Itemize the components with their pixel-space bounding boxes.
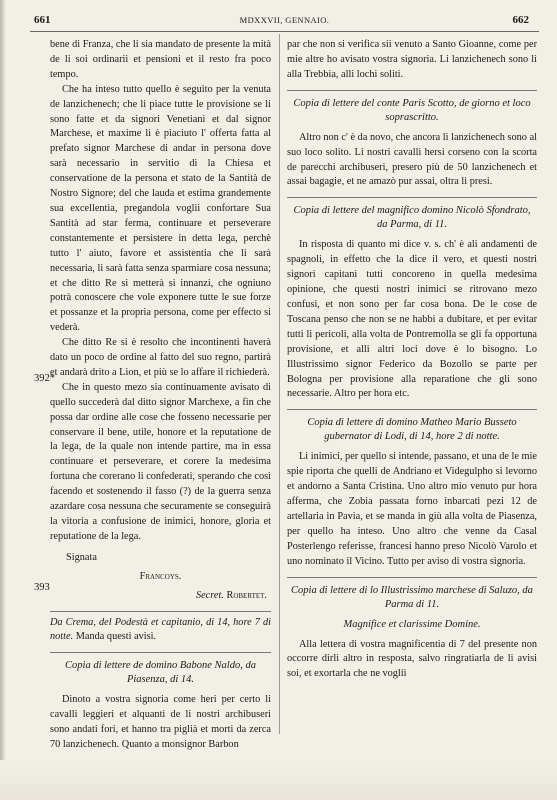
- entry-393-dateline: Da Crema, del Podestà et capitanio, di 14, hore 7 di notte.: [50, 616, 271, 643]
- section-rule-1: [50, 611, 271, 612]
- letter-heading-naldo: Copia di lettere de domino Babone Naldo, da Piasenza, di 14.: [65, 660, 256, 686]
- secret-label: Secret.: [195, 589, 224, 601]
- header-rule: [30, 31, 539, 32]
- right-paragraph-5: Alla lettera di vostra magnificentia di 7 del presente non occorre dirli altro in resposta, salvo ringratiarla de li avisi soi, et exortarla che ne voglii: [287, 638, 537, 680]
- letter-heading-sfondrato: Copia di lettere del magnifico domino Nicolò Sfondrato, da Parma, di 11.: [293, 205, 531, 231]
- running-title: MDXXVII, GENNAIO.: [239, 15, 330, 25]
- left-column: [50, 38, 271, 753]
- letter-heading-busseto: Copia di lettere di domino Matheo Mario Busseto gubernator di Lodi, di 14, hore 2 di notte.: [307, 417, 517, 443]
- section-rule-5: [287, 409, 537, 410]
- salutation: Magnifice et clarissime Domine.: [343, 618, 481, 630]
- letter-heading-scotto: Copia di lettere del conte Paris Scotto, de giorno et loco soprascritto.: [293, 97, 531, 123]
- page-number-left: 661: [34, 14, 51, 26]
- right-paragraph-4: Li inimici, per quello si intende, passano, et una de le mie spie riporta che quelli de Andriano et Videgulpho si levorno et andorno a Santa Cristina. Uno altro mio venuto pur hora afferma, che Zobia passata forno inbarcati pezi 12 de artellaria in Pavia, et se manda in giù alla volta de Piasenza, per quello ha inteso. Uno altro che venne da Casal Posterlengo referisse, francesi hanno preso Nicolò Varolo et uno nominato il Vicino. Tutto per aviso di vostra signoria.: [287, 451, 537, 567]
- margin-number-393: 393: [34, 582, 50, 593]
- entry-393-text: Manda questi avisi.: [75, 631, 157, 643]
- secretary-name: Robertet.: [226, 589, 267, 601]
- margin-number-392: 392*: [34, 373, 55, 384]
- letter-heading-saluzo: Copia di lettere di lo Illustrissimo marchese di Saluzo, da Parma di 11.: [291, 584, 533, 610]
- page-bottom-margin: [0, 760, 557, 800]
- page-header: [30, 14, 539, 30]
- page-spine-shadow: [0, 0, 6, 800]
- right-paragraph-2: Altro non c' è da novo, che ancora li lanzichenech sono al suo loco solito. Li nostri cavalli hersi corseno con la scorta de parecchi archibuseri, presero più de 50 lanzichenech et assai bagagie, et ne amazò pur assai, oltra li presi.: [287, 131, 537, 188]
- left-paragraph-1: bene di Franza, che li sia mandato de presente la mità de li soi ordinarii et pensioni et il resto fra poco tempo.: [50, 39, 271, 80]
- section-rule-3: [287, 90, 537, 91]
- left-paragraph-4: Che in questo mezo sia continuamente avisato di quello succederà dal ditto signor Marchexe, a fin che possa dar ordine alle cose che fosseno necessarie per conservare il bene, utile, honore et la reputatione de la lega, de la quale non intende partire, ma in essa continuare et perseverare, et corere la medesima fortuna che corerano li confederati, sperando che così facendo et sostenendo il fasso (?) de la guerra senza azardare cosa nessuna che securamente se conseguirà la vitoria a confusione de inimici, honore, gloria et reputatione de la lega.: [50, 381, 271, 542]
- left-paragraph-5: Dinoto a vostra signoria come heri per certo li cavalli leggieri et alquanti de li nostri archibuseri sono andati fori, et hanno tra piglià et morti da zerca 70 lanzichenech. Quanto a monsignor Barbon: [50, 694, 271, 751]
- right-column: [287, 38, 537, 682]
- signature-francoys: Francoys.: [139, 570, 182, 582]
- right-paragraph-1: par che non si verifica sii venuto a Santo Gioanne, come per mie altre ho avisato vostra signoria. Li lanzichenech sono lì alla Trebbia, alli lochi soliti.: [287, 39, 537, 80]
- right-paragraph-3: In risposta di quanto mi dice v. s. ch' è ali andamenti de spagnoli, in effetto che la dice il vero, et questi nostri signori capitani tutti concoreno in quella medesima opinione, che questi nostri inimici se ritrovano mezo confusi, et non sono per far cosa bona. De le cose de Toscana penso che non se ne habbi a dubitare, et per evitar tutti li pericoli, alla volta de Pontremolla se gli fa opportuna provisione, et alli altri loci dove è lo bisogno. Lo Illustrissimo signor Federico da Bozollo se parte per Bologna per provisione alla reparatione che gli sono necessarie. Altro per hora etc.: [287, 239, 537, 400]
- entry-393: [50, 616, 271, 646]
- left-paragraph-3: Che ditto Re si è resolto che incontinenti haverà dato un poco de ordine al fatto del suo regno, partirà et andarà drito a Lion, et più se lo affare il richiederà.: [50, 337, 271, 378]
- page-number-right: 662: [512, 14, 529, 26]
- signata-label: Signata: [66, 551, 97, 563]
- secretary-line: [50, 589, 271, 604]
- section-rule-4: [287, 197, 537, 198]
- left-paragraph-2: Che ha inteso tuttо quello è seguito per la venuta de lanzichenech; che li piace tutte le provisione se li sono fatte et da signori Venetiani et dal signor Marchese, et maxime li è piaciuto l' offerta fatta al prefato signor Marchese di andar in persona dove sarà necessario in servitio di la Chiesa et conservatione de la persona et stato de la Santità de Nostro Signore; del che lauda et estima grandemente sua excellentia, pregandola voglii confortare Sua Santità ad star ferma, continuare et perseverare constantemente et persistere in detta lega, perchè tutto l' aiuto, favore et assistentia che li sarà necessaria, li sarà fatta senza sparmiare cosa nessuna; et che ditto Re si metterà si innanzi, che ogniuno potrà conoscere che vole exponere tutte le sue forze et possanze et la propria persona, come per effecto si vederà.: [50, 83, 271, 334]
- section-rule-2: [50, 652, 271, 653]
- column-divider: [279, 34, 280, 734]
- section-rule-6: [287, 577, 537, 578]
